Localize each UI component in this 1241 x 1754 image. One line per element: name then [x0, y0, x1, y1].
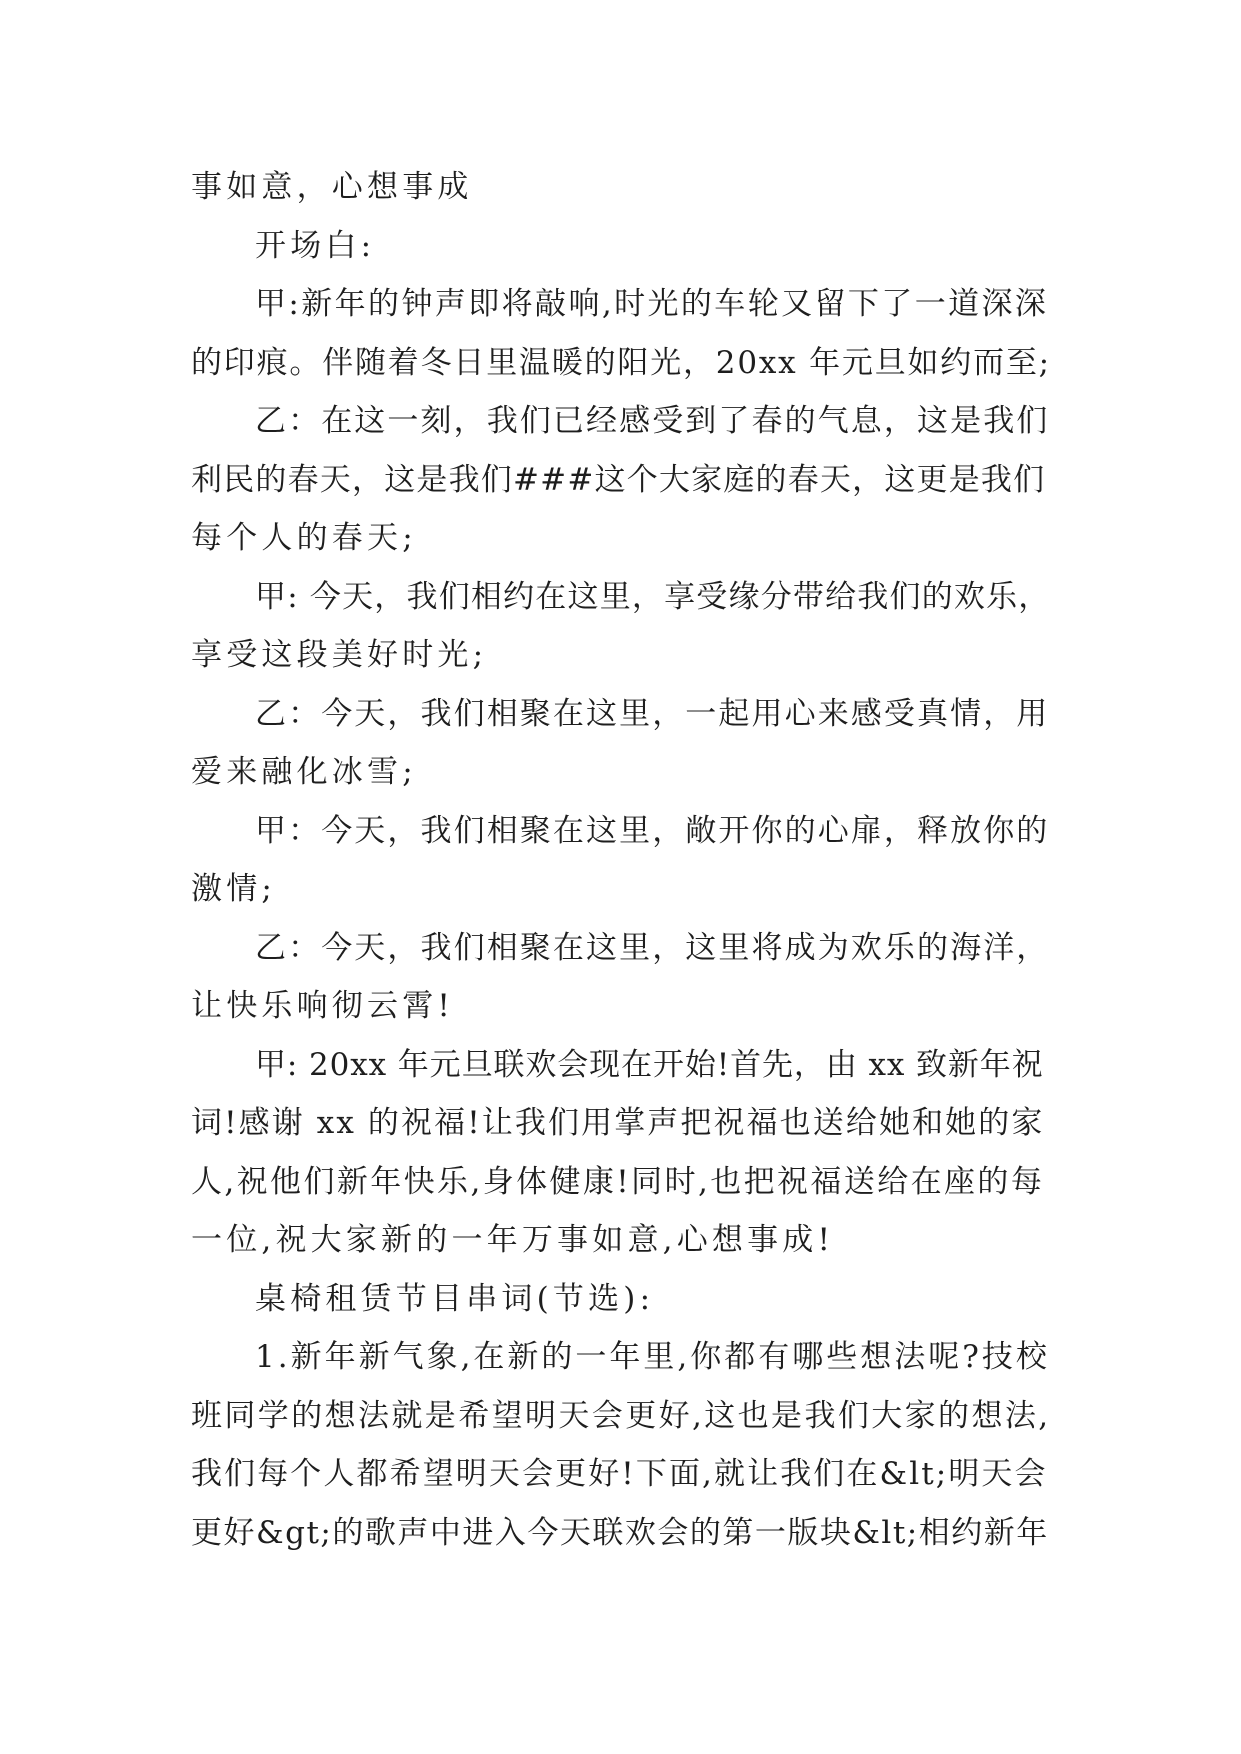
text-line: 甲:新年的钟声即将敲响,时光的车轮又留下了一道深深 — [255, 286, 1049, 322]
text-line: 我们每个人都希望明天会更好!下面,就让我们在&lt;明天会 — [191, 1456, 1048, 1492]
text-line: 班同学的想法就是希望明天会更好,这也是我们大家的想法, — [191, 1397, 1051, 1434]
text-line: 词!感谢 xx 的祝福!让我们用掌声把祝福也送给她和她的家 — [191, 1105, 1045, 1141]
text-line: 人,祝他们新年快乐,身体健康!同时,也把祝福送给在座的每 — [191, 1163, 1045, 1200]
text-line: 甲: 今天，我们相约在这里，享受缘分带给我们的欢乐， — [255, 578, 1051, 615]
text-line: 甲: 20xx 年元旦联欢会现在开始!首先，由 xx 致新年祝 — [255, 1046, 1044, 1083]
text-line: 爱来融化冰雪; — [191, 754, 417, 790]
text-line: 每个人的春天; — [191, 520, 417, 556]
text-line: 让快乐响彻云霄! — [191, 988, 455, 1024]
text-line: 一位,祝大家新的一年万事如意,心想事成! — [191, 1222, 835, 1258]
document-body — [191, 158, 1051, 1562]
text-line: 事如意，心想事成 — [191, 169, 473, 205]
text-line: 乙：今天，我们相聚在这里，这里将成为欢乐的海洋， — [255, 929, 1050, 966]
text-line: 开场白: — [255, 227, 376, 264]
text-line: 利民的春天，这是我们###这个大家庭的春天，这更是我们 — [191, 461, 1046, 498]
text-line: 乙：在这一刻，我们已经感受到了春的气息，这是我们 — [255, 403, 1050, 439]
text-line: 甲：今天，我们相聚在这里，敞开你的心扉，释放你的 — [255, 812, 1050, 849]
text-line: 的印痕。伴随着冬日里温暖的阳光，20xx 年元旦如约而至; — [191, 344, 1051, 381]
text-line: 乙：今天，我们相聚在这里，一起用心来感受真情，用 — [255, 695, 1050, 732]
text-line: 1.新年新气象,在新的一年里,你都有哪些想法呢?技校 — [255, 1339, 1050, 1375]
text-line: 更好&gt;的歌声中进入今天联欢会的第一版块&lt;相约新年 — [191, 1514, 1049, 1551]
text-line: 桌椅租赁节目串词(节选): — [255, 1280, 655, 1317]
text-line: 享受这段美好时光; — [191, 637, 488, 673]
text-line: 激情; — [191, 871, 277, 907]
